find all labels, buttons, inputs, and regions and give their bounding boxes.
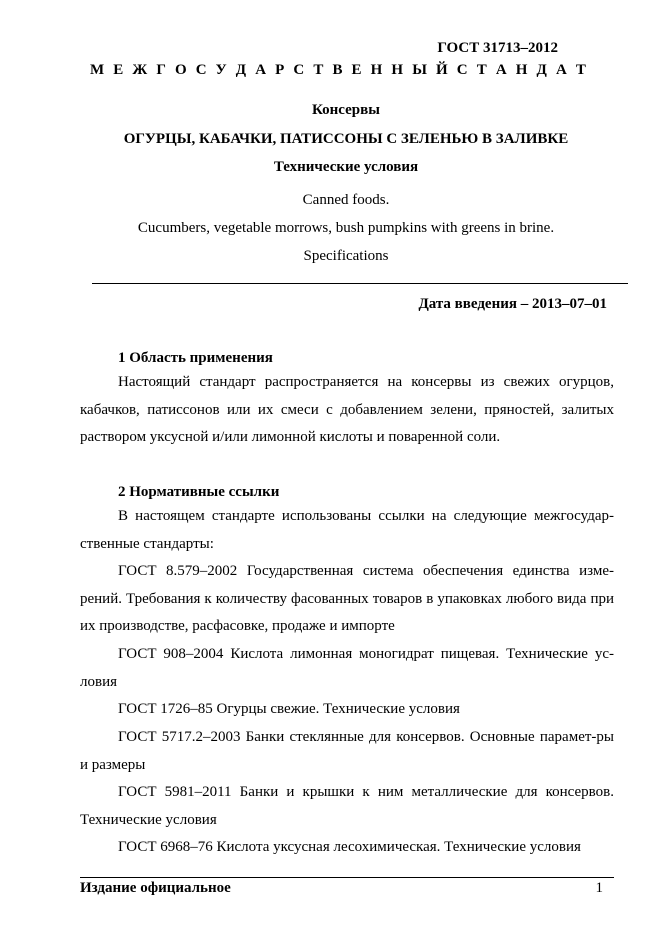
banner-letter: С [195,62,207,78]
banner-letter: С [293,62,305,78]
banner-letter: В [332,62,343,78]
title-divider [92,283,628,284]
banner-letter: Р [275,62,285,78]
banner-letter: М [90,62,105,78]
category-title-en: Canned foods. [302,192,390,208]
banner-letter: Ж [132,62,148,78]
banner-letter: Г [156,62,166,78]
product-title-ru: ОГУРЦЫ, КАБАЧКИ, ПАТИССОНЫ С ЗЕЛЕНЬЮ В ЗАЛИВКЕ [123,131,569,147]
subtitle-en: Specifications [303,248,389,264]
banner-letter: Й [436,62,448,78]
banner-letter: Е [351,62,362,78]
reference-item: ГОСТ 6968–76 Кислота уксусная лесохимическая. Технические условия [118,839,581,855]
reference-item: ГОСТ 5981–2011 Банки и крышки к ним металлические для консервов. Технические условия [80,784,614,828]
banner-letter: А [255,62,267,78]
section-1-text: Настоящий стандарт распространяется на консервы из свежих огурцов, кабачков, патиссонов или их смеси с добавлением зелени, пряностей, залитых раствором уксусной и/или лимонной кислоты и поваренной соли. [80,374,614,445]
banner-letter: Д [536,62,547,78]
subtitle-ru: Технические условия [273,159,419,175]
banner-letter: Ы [412,62,427,78]
introduction-date: Дата введения – 2013–07–01 [418,296,607,312]
banner-letter: Н [515,62,528,78]
product-title-en: Cucumbers, vegetable morrows, bush pumpkins with greens in brine. [137,220,555,236]
banner-letter: Т [575,62,586,78]
footer-divider [80,877,614,878]
section-2-intro: В настоящем стандарте использованы ссылки на следующие межгосудар-ственные стандарты: [80,508,614,552]
reference-item: ГОСТ 8.579–2002 Государственная система обеспечения единства изме-рений. Требования к количеству фасованных товаров в упаковках любого вида при их производстве, расфасовке, продаже и импорте [80,563,614,634]
section-1-title: 1 Область применения [118,350,273,366]
banner-letter: Т [476,62,487,78]
interstate-standard-banner [90,62,586,79]
banner-letter: Д [235,62,247,78]
banner-letter: А [555,62,567,78]
banner-letter: У [215,62,227,78]
standard-code: ГОСТ 31713–2012 [437,40,558,56]
page-number: 1 [595,880,603,896]
category-title-ru: Консервы [312,102,380,118]
banner-letter: Т [313,62,324,78]
section-2-title: 2 Нормативные ссылки [118,484,280,500]
reference-item: ГОСТ 5717.2–2003 Банки стеклянные для консервов. Основные парамет-ры и размеры [80,729,614,773]
banner-letter: С [456,62,468,78]
banner-letter: О [174,62,187,78]
banner-letter: Н [391,62,404,78]
reference-item: ГОСТ 908–2004 Кислота лимонная моногидрат пищевая. Технические ус-ловия [80,646,614,690]
banner-letter: Е [113,62,124,78]
banner-letter: Н [370,62,383,78]
reference-item: ГОСТ 1726–85 Огурцы свежие. Технические условия [118,701,460,717]
official-edition-label: Издание официальное [80,880,231,896]
banner-letter: А [495,62,507,78]
